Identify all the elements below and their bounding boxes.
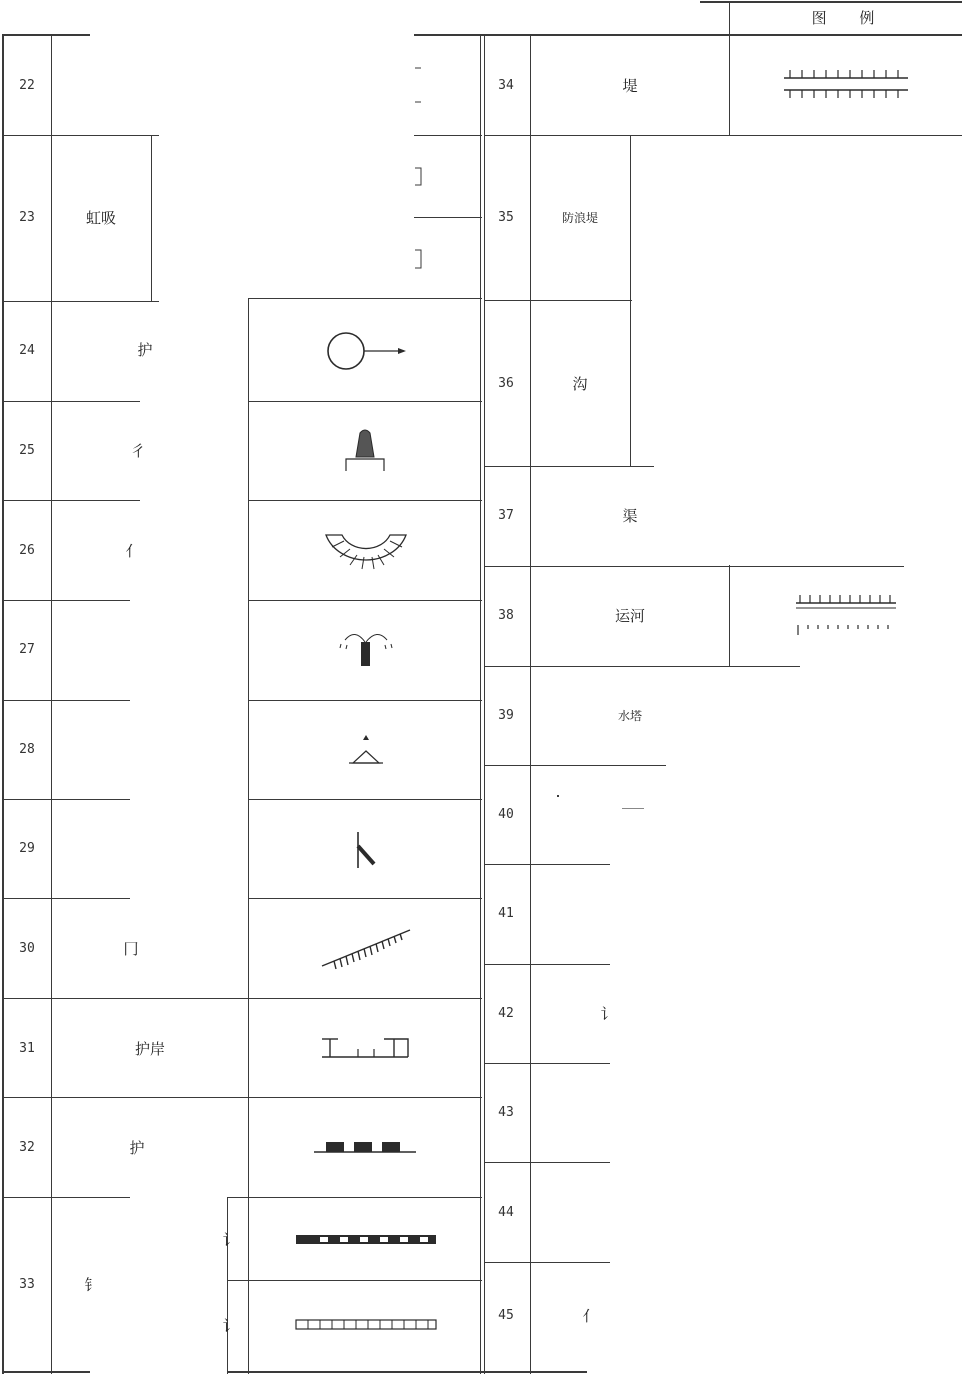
row-label-34: 堤 [622, 77, 638, 95]
legend-header: 图 例 [811, 9, 889, 27]
row40-dot [557, 795, 559, 797]
row-33-sub-label-b: 讠 [222, 1317, 238, 1335]
row-label-26: 亻 [125, 542, 141, 560]
row-label-32: 护 [129, 1139, 145, 1157]
right-top-line [484, 34, 700, 36]
row-number-33: 33 [19, 1277, 35, 1292]
right-row-line-41 [484, 964, 610, 965]
row-line-33-mid [227, 1280, 482, 1281]
open-revetment-icon [294, 1318, 440, 1332]
row-label-39: 水塔 [617, 709, 643, 723]
row-line-27b [248, 700, 482, 701]
row-number-39: 39 [498, 708, 514, 723]
row33-sub-divider [227, 1197, 228, 1374]
row-label-30: 冂 [123, 940, 139, 958]
row-number-29: 29 [19, 841, 35, 856]
row-33-sub-label-a: 讠 [222, 1231, 238, 1249]
right-row-line-35 [484, 300, 632, 301]
left-top-line [2, 34, 90, 36]
row-label-37: 渠 [622, 507, 638, 525]
row-line-29 [2, 898, 130, 899]
row-line-31 [2, 1097, 482, 1098]
header-bottom-line [700, 34, 962, 36]
row-line-26 [2, 600, 130, 601]
row36-tick [630, 380, 631, 386]
row-number-27: 27 [19, 642, 35, 657]
row-label-33: 钅 [84, 1276, 100, 1294]
row-number-35: 35 [498, 210, 514, 225]
right-row-line-36 [484, 466, 654, 467]
fountain-icon [335, 628, 399, 670]
row-number-43: 43 [498, 1105, 514, 1120]
legend-divider [729, 1, 730, 136]
row-line-32 [2, 1197, 130, 1198]
row-number-28: 28 [19, 742, 35, 757]
left-symbol-divider [248, 298, 249, 1374]
row-line-24b [248, 401, 482, 402]
row-number-37: 37 [498, 508, 514, 523]
gate-flap-icon [350, 828, 386, 872]
row-number-41: 41 [498, 906, 514, 921]
row38-divider [729, 565, 730, 667]
row-line-24 [2, 401, 140, 402]
row-line-27 [2, 700, 130, 701]
revetment-icon [318, 1033, 414, 1063]
circle-arrow-icon [320, 330, 410, 372]
row-number-22: 22 [19, 78, 35, 93]
row-number-23: 23 [19, 210, 35, 225]
header-top-line [700, 1, 962, 3]
right-row-line-40 [484, 864, 610, 865]
left-num-divider [51, 34, 52, 1374]
row-number-36: 36 [498, 376, 514, 391]
row-line-29b [248, 898, 482, 899]
left-top-line-b [414, 34, 484, 36]
row-line-28 [2, 799, 130, 800]
row40-faint-mark [622, 808, 644, 809]
row-label-25: 彳 [130, 442, 146, 460]
right-row-line-44 [484, 1262, 610, 1263]
row-label-35: 防浪堤 [561, 211, 599, 225]
hatched-slope-icon [318, 926, 414, 972]
right-row-line-37 [484, 566, 904, 567]
row23-inner-divider [151, 135, 152, 301]
row-line-30 [2, 998, 482, 999]
right-row-line-34 [484, 135, 962, 136]
dike-icon [782, 68, 912, 102]
row-number-34: 34 [498, 78, 514, 93]
row-label-23: 虹吸 [85, 209, 117, 227]
row-number-31: 31 [19, 1041, 35, 1056]
row-number-38: 38 [498, 608, 514, 623]
right-inner-divider [630, 135, 631, 467]
row-line-23 [2, 301, 159, 302]
row-line-32b [227, 1197, 482, 1198]
row-label-38: 运河 [614, 607, 646, 625]
left-outer-border [2, 34, 4, 1374]
right-row-line-43 [484, 1162, 610, 1163]
row-number-24: 24 [19, 343, 35, 358]
right-row-line-42 [484, 1063, 610, 1064]
row-number-44: 44 [498, 1205, 514, 1220]
row-number-32: 32 [19, 1140, 35, 1155]
row-line-25 [2, 500, 140, 501]
row-line-23b [248, 298, 482, 299]
row-label-42: 讠 [600, 1005, 616, 1023]
left-bottom-line [2, 1371, 90, 1373]
chain-revetment-icon [294, 1232, 440, 1248]
row-line-22 [2, 135, 159, 136]
row-number-26: 26 [19, 543, 35, 558]
right-num-divider [530, 34, 531, 1374]
block-revetment-icon [312, 1138, 420, 1156]
row-number-42: 42 [498, 1006, 514, 1021]
center-divider-a [480, 34, 481, 1374]
row-number-30: 30 [19, 941, 35, 956]
row-number-45: 45 [498, 1308, 514, 1323]
arch-grid-icon [322, 525, 412, 575]
right-row-line-39 [484, 765, 666, 766]
row-line-25b [248, 500, 482, 501]
row-label-31: 护岸 [134, 1040, 166, 1058]
row-label-24: 护 [137, 341, 153, 359]
row-line-28b [248, 799, 482, 800]
row-label-45: 亻 [582, 1307, 598, 1325]
row-label-36: 沟 [572, 375, 588, 393]
weir-icon [340, 425, 390, 475]
triangle-marker-icon [345, 733, 387, 767]
row-number-40: 40 [498, 807, 514, 822]
canal-icon [794, 591, 900, 637]
right-row-line-38 [484, 666, 800, 667]
row-line-26b [248, 600, 482, 601]
center-divider-b [484, 34, 485, 1374]
row-number-25: 25 [19, 443, 35, 458]
bracket-marks [405, 60, 435, 280]
bottom-line-b [227, 1371, 587, 1373]
